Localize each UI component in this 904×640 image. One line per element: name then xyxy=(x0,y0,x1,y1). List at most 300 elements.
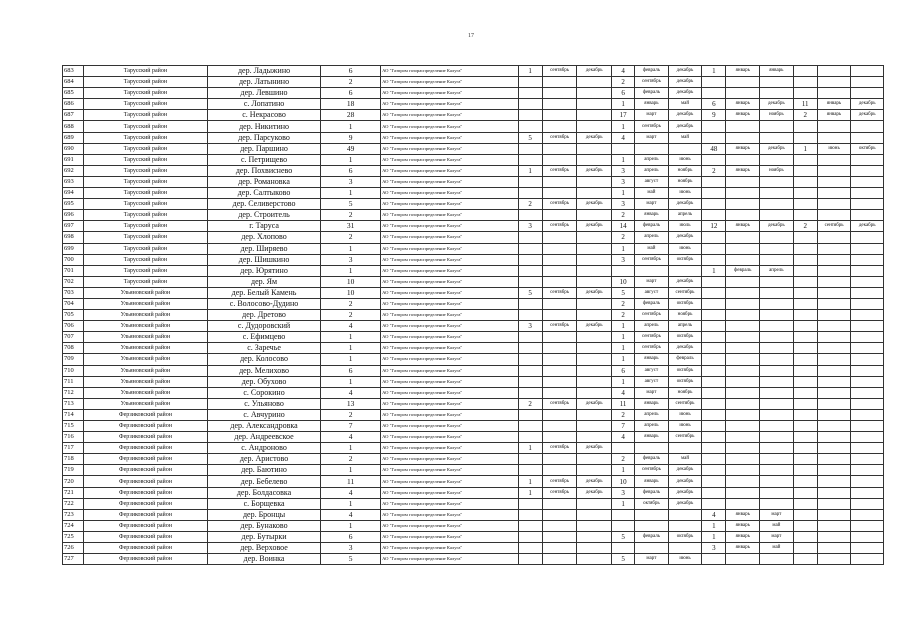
table-cell: декабрь xyxy=(577,487,612,498)
table-cell xyxy=(702,465,726,476)
table-cell: 717 xyxy=(63,443,84,454)
table-cell xyxy=(851,188,884,199)
table-cell: Тарусский район xyxy=(83,176,207,187)
table-cell: АО "Газпром газораспределение Калуга" xyxy=(381,210,519,221)
table-cell xyxy=(612,509,635,520)
table-cell xyxy=(726,354,760,365)
table-cell: 1 xyxy=(612,154,635,165)
table-cell: АО "Газпром газораспределение Калуга" xyxy=(381,221,519,232)
table-cell: Тарусский район xyxy=(83,132,207,143)
table-cell xyxy=(817,409,851,420)
table-cell: 10 xyxy=(612,276,635,287)
table-cell xyxy=(793,287,817,298)
table-cell xyxy=(577,454,612,465)
table-cell: АО "Газпром газораспределение Калуга" xyxy=(381,110,519,121)
table-cell: 1 xyxy=(612,188,635,199)
table-cell: АО "Газпром газораспределение Калуга" xyxy=(381,443,519,454)
table-cell: 1 xyxy=(321,498,381,509)
table-cell: 1 xyxy=(612,465,635,476)
table-cell: с. Авчурино xyxy=(207,409,320,420)
table-cell: АО "Газпром газораспределение Калуга" xyxy=(381,121,519,132)
table-cell: Ферзиковский район xyxy=(83,520,207,531)
table-cell: 689 xyxy=(63,132,84,143)
table-cell xyxy=(518,232,542,243)
table-cell: 1 xyxy=(321,265,381,276)
table-cell xyxy=(577,509,612,520)
table-cell xyxy=(817,210,851,221)
table-cell xyxy=(817,298,851,309)
table-row xyxy=(63,332,884,343)
table-cell: Тарусский район xyxy=(83,232,207,243)
table-cell xyxy=(542,376,577,387)
table-cell: сентябрь xyxy=(542,132,577,143)
table-cell: декабрь xyxy=(851,110,884,121)
table-cell xyxy=(793,243,817,254)
table-cell: 712 xyxy=(63,387,84,398)
table-cell: апрель xyxy=(635,154,669,165)
table-cell xyxy=(851,432,884,443)
table-cell: 14 xyxy=(612,221,635,232)
table-cell: декабрь xyxy=(668,276,702,287)
table-cell xyxy=(518,332,542,343)
table-cell: 704 xyxy=(63,298,84,309)
table-cell xyxy=(635,443,669,454)
table-cell xyxy=(518,154,542,165)
table-cell xyxy=(542,310,577,321)
table-cell: дер. Латынино xyxy=(207,77,320,88)
table-cell: 722 xyxy=(63,498,84,509)
table-cell xyxy=(793,254,817,265)
table-cell: октябрь xyxy=(668,298,702,309)
table-cell: Ульяновский район xyxy=(83,365,207,376)
table-cell: октябрь xyxy=(851,143,884,154)
table-cell xyxy=(851,398,884,409)
table-cell xyxy=(793,531,817,542)
table-row xyxy=(63,365,884,376)
table-cell: АО "Газпром газораспределение Калуга" xyxy=(381,465,519,476)
table-cell xyxy=(577,254,612,265)
table-cell xyxy=(518,543,542,554)
table-cell: 2 xyxy=(321,454,381,465)
table-cell: 2 xyxy=(612,454,635,465)
table-cell: 726 xyxy=(63,543,84,554)
table-cell: с. Сорокино xyxy=(207,387,320,398)
table-cell xyxy=(760,188,794,199)
table-cell: АО "Газпром газораспределение Калуга" xyxy=(381,99,519,110)
table-cell: дер. Болдасовка xyxy=(207,487,320,498)
table-cell: декабрь xyxy=(577,443,612,454)
table-cell: сентябрь xyxy=(635,254,669,265)
table-cell: Тарусский район xyxy=(83,243,207,254)
table-cell xyxy=(518,310,542,321)
table-cell: февраль xyxy=(635,88,669,99)
table-cell: АО "Газпром газораспределение Калуга" xyxy=(381,343,519,354)
table-cell xyxy=(817,265,851,276)
table-cell xyxy=(702,343,726,354)
table-cell xyxy=(817,188,851,199)
table-cell xyxy=(577,276,612,287)
table-cell xyxy=(851,332,884,343)
table-cell: 10 xyxy=(612,476,635,487)
table-cell xyxy=(518,554,542,565)
table-cell xyxy=(702,376,726,387)
table-row xyxy=(63,210,884,221)
table-cell xyxy=(726,476,760,487)
table-cell xyxy=(726,454,760,465)
table-cell xyxy=(702,554,726,565)
table-cell xyxy=(760,298,794,309)
table-cell xyxy=(577,143,612,154)
table-cell xyxy=(726,199,760,210)
table-cell xyxy=(760,432,794,443)
table-cell xyxy=(817,176,851,187)
table-cell xyxy=(726,210,760,221)
table-cell: 708 xyxy=(63,343,84,354)
table-row xyxy=(63,321,884,332)
table-cell xyxy=(793,121,817,132)
table-cell: 718 xyxy=(63,454,84,465)
table-cell: АО "Газпром газораспределение Калуга" xyxy=(381,77,519,88)
table-cell: дер. Паршино xyxy=(207,143,320,154)
table-cell xyxy=(760,132,794,143)
table-cell: 11 xyxy=(612,398,635,409)
table-cell xyxy=(793,465,817,476)
table-cell: 2 xyxy=(321,409,381,420)
table-cell: декабрь xyxy=(577,221,612,232)
table-cell xyxy=(542,243,577,254)
table-cell xyxy=(726,554,760,565)
table-cell: 1 xyxy=(321,520,381,531)
table-cell: июнь xyxy=(817,143,851,154)
table-cell xyxy=(542,99,577,110)
table-cell: дер. Салтыково xyxy=(207,188,320,199)
table-cell: 1 xyxy=(612,121,635,132)
table-cell xyxy=(793,298,817,309)
table-cell: январь xyxy=(635,210,669,221)
table-cell: 1 xyxy=(321,443,381,454)
table-cell xyxy=(851,132,884,143)
table-cell xyxy=(577,343,612,354)
table-row xyxy=(63,498,884,509)
table-cell xyxy=(817,154,851,165)
table-cell: октябрь xyxy=(668,376,702,387)
table-cell: АО "Газпром газораспределение Калуга" xyxy=(381,265,519,276)
table-cell xyxy=(817,121,851,132)
table-cell: сентябрь xyxy=(542,287,577,298)
table-cell: сентябрь xyxy=(542,221,577,232)
table-row xyxy=(63,554,884,565)
table-cell xyxy=(793,176,817,187)
table-row xyxy=(63,243,884,254)
table-cell: 688 xyxy=(63,121,84,132)
table-cell: февраль xyxy=(726,265,760,276)
table-cell: 710 xyxy=(63,365,84,376)
table-cell xyxy=(542,531,577,542)
table-cell: Тарусский район xyxy=(83,221,207,232)
table-cell: сентябрь xyxy=(542,165,577,176)
table-cell xyxy=(851,176,884,187)
table-cell xyxy=(518,498,542,509)
table-cell: 5 xyxy=(518,132,542,143)
table-cell xyxy=(760,276,794,287)
table-cell: 2 xyxy=(612,77,635,88)
table-cell xyxy=(793,432,817,443)
table-cell xyxy=(817,432,851,443)
table-cell: сентябрь xyxy=(635,332,669,343)
table-cell: АО "Газпром газораспределение Калуга" xyxy=(381,454,519,465)
table-cell xyxy=(518,121,542,132)
table-cell: Ульяновский район xyxy=(83,332,207,343)
table-cell: ноябрь xyxy=(668,176,702,187)
table-cell xyxy=(668,543,702,554)
table-cell: Тарусский район xyxy=(83,276,207,287)
table-cell xyxy=(702,310,726,321)
table-cell: декабрь xyxy=(577,66,612,77)
table-cell: Тарусский район xyxy=(83,210,207,221)
table-cell xyxy=(518,188,542,199)
table-cell: 699 xyxy=(63,243,84,254)
table-cell xyxy=(518,99,542,110)
table-cell: ноябрь xyxy=(760,110,794,121)
table-cell: 48 xyxy=(702,143,726,154)
table-cell: март xyxy=(760,509,794,520)
table-row xyxy=(63,77,884,88)
table-cell xyxy=(518,276,542,287)
table-cell xyxy=(851,543,884,554)
table-cell: 4 xyxy=(612,132,635,143)
table-cell xyxy=(817,77,851,88)
table-cell: 5 xyxy=(612,287,635,298)
table-cell: Ферзиковский район xyxy=(83,498,207,509)
table-cell: январь xyxy=(635,398,669,409)
table-cell: май xyxy=(668,454,702,465)
table-cell xyxy=(702,243,726,254)
table-cell xyxy=(760,465,794,476)
table-cell: 709 xyxy=(63,354,84,365)
table-cell xyxy=(726,409,760,420)
table-cell xyxy=(760,365,794,376)
table-cell xyxy=(793,365,817,376)
table-cell: 3 xyxy=(321,543,381,554)
table-cell: 1 xyxy=(321,343,381,354)
table-cell xyxy=(851,343,884,354)
table-cell: 1 xyxy=(518,66,542,77)
table-cell: 1 xyxy=(321,332,381,343)
table-cell xyxy=(702,276,726,287)
table-row xyxy=(63,343,884,354)
table-cell: декабрь xyxy=(668,110,702,121)
table-cell: дер. Похвиснево xyxy=(207,165,320,176)
table-cell xyxy=(851,276,884,287)
table-cell: 693 xyxy=(63,176,84,187)
table-cell xyxy=(577,421,612,432)
table-cell: АО "Газпром газораспределение Калуга" xyxy=(381,143,519,154)
table-cell: Тарусский район xyxy=(83,121,207,132)
table-cell: декабрь xyxy=(851,99,884,110)
table-cell: дер. Ладыжино xyxy=(207,66,320,77)
table-cell xyxy=(793,409,817,420)
table-cell: декабрь xyxy=(668,498,702,509)
table-cell: август xyxy=(635,287,669,298)
table-cell: 1 xyxy=(321,354,381,365)
table-cell: дер. Парсуково xyxy=(207,132,320,143)
table-cell xyxy=(760,321,794,332)
table-cell: 2 xyxy=(612,210,635,221)
table-cell xyxy=(817,531,851,542)
table-cell xyxy=(760,554,794,565)
table-cell xyxy=(726,188,760,199)
table-row xyxy=(63,421,884,432)
table-cell: 711 xyxy=(63,376,84,387)
table-cell: с. Андроново xyxy=(207,443,320,454)
table-cell: 687 xyxy=(63,110,84,121)
table-cell: март xyxy=(635,110,669,121)
table-cell: март xyxy=(760,531,794,542)
table-cell: 1 xyxy=(612,354,635,365)
table-cell: Ферзиковский район xyxy=(83,476,207,487)
table-cell: Тарусский район xyxy=(83,265,207,276)
table-cell xyxy=(817,454,851,465)
table-cell xyxy=(817,254,851,265)
table-row xyxy=(63,165,884,176)
table-cell: 6 xyxy=(321,531,381,542)
table-cell xyxy=(612,443,635,454)
table-cell xyxy=(793,354,817,365)
table-cell: дер. Хлопово xyxy=(207,232,320,243)
table-cell xyxy=(577,365,612,376)
table-cell xyxy=(793,332,817,343)
table-row xyxy=(63,476,884,487)
table-cell xyxy=(577,154,612,165)
table-cell: Ферзиковский район xyxy=(83,509,207,520)
table-cell xyxy=(793,376,817,387)
table-cell: апрель xyxy=(635,165,669,176)
table-cell: 6 xyxy=(321,165,381,176)
table-cell xyxy=(726,121,760,132)
table-cell: АО "Газпром газораспределение Калуга" xyxy=(381,165,519,176)
table-cell xyxy=(577,265,612,276)
table-cell: 3 xyxy=(321,254,381,265)
table-cell xyxy=(760,77,794,88)
table-cell: январь xyxy=(817,99,851,110)
table-cell xyxy=(817,165,851,176)
table-cell: декабрь xyxy=(577,132,612,143)
table-cell: декабрь xyxy=(760,99,794,110)
table-cell: 725 xyxy=(63,531,84,542)
table-cell: 702 xyxy=(63,276,84,287)
table-cell: АО "Газпром газораспределение Калуга" xyxy=(381,398,519,409)
table-cell xyxy=(702,176,726,187)
table-cell xyxy=(760,310,794,321)
table-cell: 6 xyxy=(612,88,635,99)
table-cell: октябрь xyxy=(668,332,702,343)
table-cell: дер. Селиверстово xyxy=(207,199,320,210)
table-cell: 1 xyxy=(518,487,542,498)
table-cell: АО "Газпром газораспределение Калуга" xyxy=(381,332,519,343)
table-cell: дер. Романовка xyxy=(207,176,320,187)
table-cell xyxy=(793,210,817,221)
table-cell xyxy=(702,409,726,420)
table-cell: декабрь xyxy=(668,66,702,77)
table-cell: 721 xyxy=(63,487,84,498)
table-cell: 685 xyxy=(63,88,84,99)
table-row xyxy=(63,121,884,132)
table-cell xyxy=(817,321,851,332)
table-cell: январь xyxy=(726,520,760,531)
table-cell xyxy=(577,310,612,321)
table-cell: март xyxy=(635,554,669,565)
table-cell xyxy=(793,520,817,531)
table-cell xyxy=(817,88,851,99)
table-cell xyxy=(817,243,851,254)
table-cell: АО "Газпром газораспределение Калуга" xyxy=(381,354,519,365)
table-cell xyxy=(760,421,794,432)
table-cell xyxy=(760,454,794,465)
table-cell: 1 xyxy=(321,188,381,199)
table-cell xyxy=(760,443,794,454)
table-cell xyxy=(760,121,794,132)
table-cell xyxy=(668,265,702,276)
table-cell xyxy=(817,498,851,509)
table-cell: январь xyxy=(726,66,760,77)
table-cell: Ульяновский район xyxy=(83,343,207,354)
table-cell: сентябрь xyxy=(635,121,669,132)
table-cell xyxy=(760,409,794,420)
table-cell: 2 xyxy=(612,310,635,321)
table-cell: дер. Белый Камень xyxy=(207,287,320,298)
table-row xyxy=(63,143,884,154)
table-cell: ноябрь xyxy=(760,165,794,176)
table-cell xyxy=(518,176,542,187)
table-cell xyxy=(518,298,542,309)
table-cell xyxy=(760,243,794,254)
table-cell xyxy=(817,509,851,520)
table-cell xyxy=(612,520,635,531)
table-cell xyxy=(817,310,851,321)
table-cell xyxy=(817,232,851,243)
table-cell: дер. Верховое xyxy=(207,543,320,554)
table-cell xyxy=(702,398,726,409)
table-cell xyxy=(726,287,760,298)
table-cell: 691 xyxy=(63,154,84,165)
table-cell xyxy=(702,332,726,343)
table-cell: сентябрь xyxy=(542,443,577,454)
table-row xyxy=(63,199,884,210)
table-cell xyxy=(577,520,612,531)
table-cell xyxy=(851,287,884,298)
table-row xyxy=(63,88,884,99)
table-cell xyxy=(542,265,577,276)
table-cell: 17 xyxy=(612,110,635,121)
table-cell xyxy=(542,409,577,420)
table-cell xyxy=(851,554,884,565)
table-cell xyxy=(817,398,851,409)
table-row xyxy=(63,409,884,420)
table-row xyxy=(63,454,884,465)
table-cell xyxy=(542,88,577,99)
table-cell: Тарусский район xyxy=(83,154,207,165)
table-cell xyxy=(518,77,542,88)
table-cell: февраль xyxy=(635,221,669,232)
table-cell: 10 xyxy=(321,287,381,298)
table-cell xyxy=(542,421,577,432)
table-cell: декабрь xyxy=(760,221,794,232)
table-cell xyxy=(726,387,760,398)
table-cell xyxy=(851,210,884,221)
table-cell: май xyxy=(635,243,669,254)
table-cell: 707 xyxy=(63,332,84,343)
table-cell xyxy=(817,332,851,343)
